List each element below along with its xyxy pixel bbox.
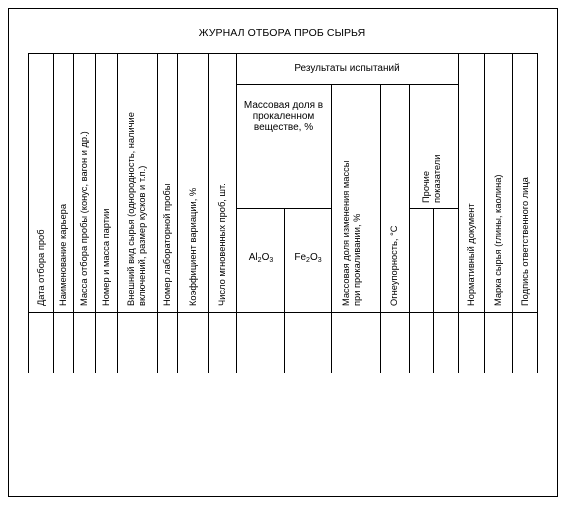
col-signature-header: Подпись ответственного лица bbox=[520, 177, 530, 306]
col-grade-header: Марка сырья (глины, каолина) bbox=[493, 174, 503, 306]
col-normative-header: Нормативный документ bbox=[466, 203, 476, 306]
mass-fraction-subheader: Массовая доля в прокаленном веществе, % bbox=[243, 100, 324, 133]
col-refractoriness-header: Огнеупорность, °С bbox=[389, 225, 399, 306]
col-appearance-header-line2: включений, размер кусков и т.п.) bbox=[137, 165, 147, 306]
fe2o3-header: $Fe_2O_3$ bbox=[294, 252, 322, 264]
col-sample-mass-header: Масса отбора пробы (конус, вагон и др.) bbox=[79, 131, 89, 306]
al2o3-header: $Al_2O_3$ bbox=[248, 252, 274, 264]
col-date-header: Дата отбора проб bbox=[36, 229, 46, 306]
col-instant-count-header: Число мгновенных проб, шт. bbox=[217, 183, 227, 306]
col-other-header-line1: Прочие bbox=[421, 170, 431, 203]
col-quarry-header: Наименование карьера bbox=[58, 204, 68, 306]
col-appearance-header-line1: Внешний вид сырья (однородность, наличие bbox=[126, 112, 136, 306]
results-group-header: Результаты испытаний bbox=[294, 63, 400, 74]
col-mass-change-header-line2: при прокаливании, % bbox=[352, 213, 362, 306]
col-lab-number-header: Номер лабораторной пробы bbox=[162, 183, 172, 306]
col-batch-header: Номер и масса партии bbox=[101, 208, 111, 306]
journal-title: ЖУРНАЛ ОТБОРА ПРОБ СЫРЬЯ bbox=[198, 27, 366, 39]
col-mass-change-header-line1: Массовая доля изменения массы bbox=[341, 160, 351, 306]
col-variation-header: Коэффициент вариации, % bbox=[188, 187, 198, 306]
col-other-header-line2: показатели bbox=[432, 154, 442, 203]
